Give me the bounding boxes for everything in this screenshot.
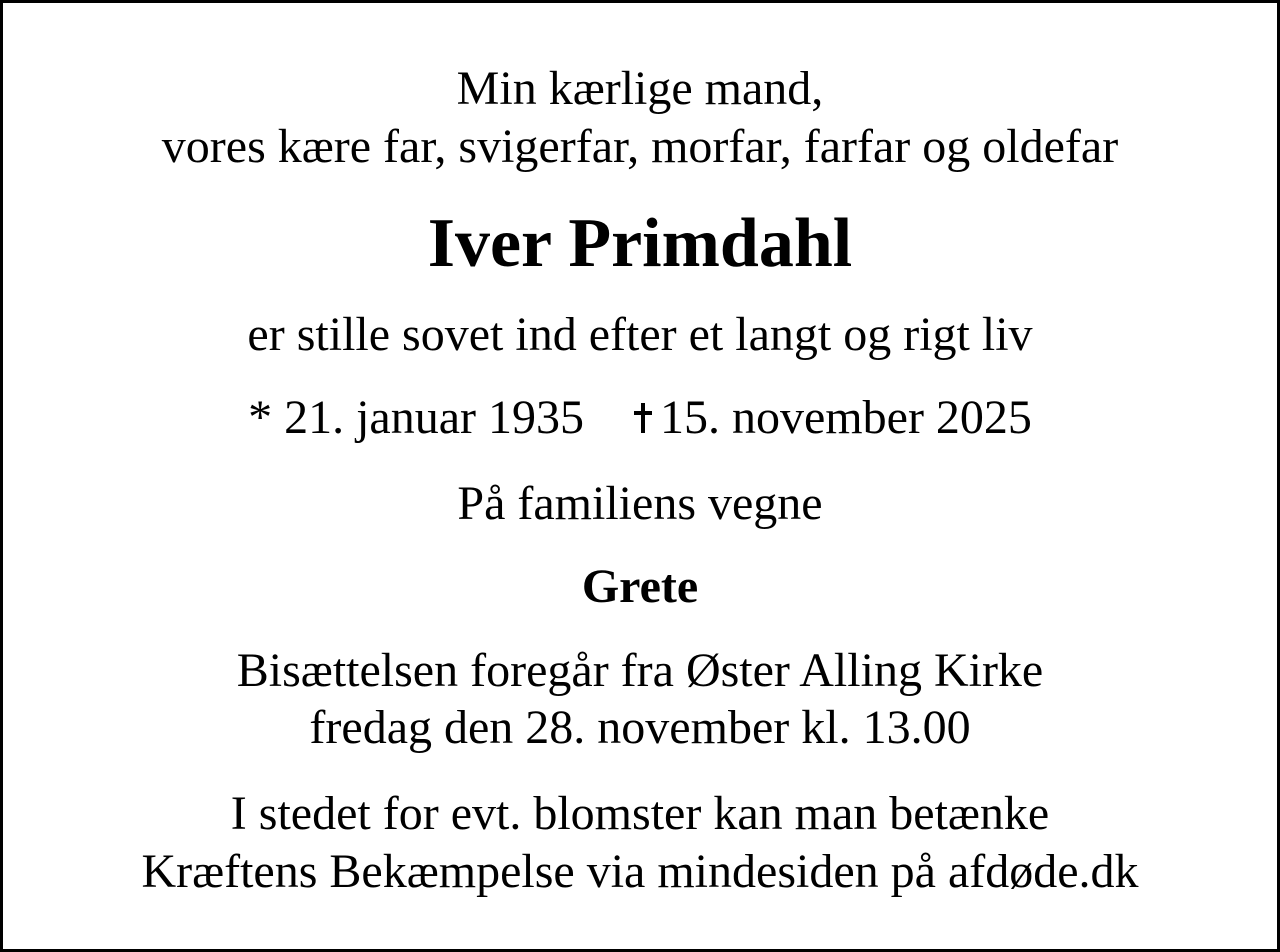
birth-date: 21. januar 1935 — [284, 391, 584, 444]
funeral-line-2: fredag den 28. november kl. 13.00 — [309, 701, 971, 754]
death-date: 15. november 2025 — [660, 391, 1032, 444]
statement-text: er stille sovet ind efter et langt og rigt liv — [247, 308, 1033, 361]
intro-line-2: vores kære far, svigerfar, morfar, farfar og oldefar — [161, 120, 1119, 173]
funeral-line-1: Bisættelsen foregår fra Øster Alling Kirke — [236, 644, 1044, 697]
birth-symbol: * — [248, 391, 273, 444]
deceased-name: Iver Primdahl — [427, 205, 853, 282]
signed-by: Grete — [581, 560, 699, 613]
life-dates — [3, 390, 1277, 446]
donation-line-2: Kræftens Bekæmpelse via mindesiden på afdøde.dk — [141, 845, 1139, 898]
intro-line-1: Min kærlige mand, — [456, 62, 824, 115]
cross-icon — [634, 403, 652, 433]
on-behalf-text: På familiens vegne — [457, 477, 823, 530]
donation-line-1: I stedet for evt. blomster kan man betænke — [230, 787, 1050, 840]
